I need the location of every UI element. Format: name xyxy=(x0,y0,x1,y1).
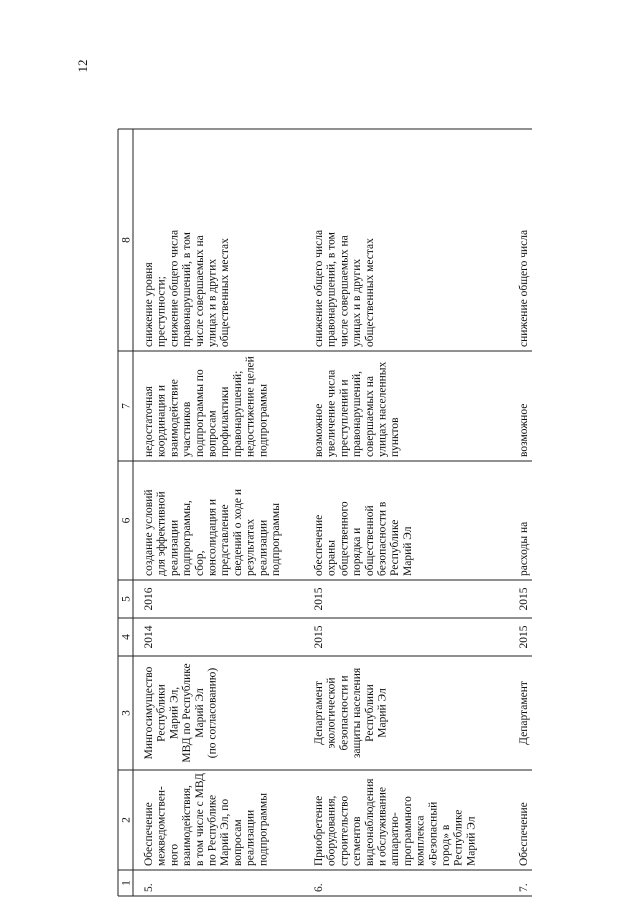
row-number-line: 7. xyxy=(518,883,530,892)
indicator-link-line: снижение общего числа xyxy=(518,229,530,347)
indicator-link-line: правонарушений, в том xyxy=(325,232,338,347)
expected-result-line: подпрограммы xyxy=(270,503,282,576)
responsible-executor-line: Марий Эл xyxy=(193,688,206,738)
non-implementation-consequences-line: вопросам xyxy=(206,410,219,457)
expected-result-line: для эффективной xyxy=(155,491,168,576)
activity-name-line: реализации xyxy=(244,809,257,866)
expected-result-line: общественной xyxy=(363,505,376,576)
non-implementation-consequences-line: увеличение числа xyxy=(325,369,338,457)
activity-name-line: ного xyxy=(168,843,181,866)
column-header-1: 1 xyxy=(120,880,133,886)
expected-result-line: расходы на xyxy=(518,521,530,576)
expected-result-line: Республике xyxy=(389,519,402,576)
activity-name-line: аппаратно- xyxy=(389,812,402,866)
expected-result-line: результатах xyxy=(244,518,257,576)
expected-result-line: сведений о ходе и xyxy=(231,488,244,576)
activity-name-line: и обслуживание xyxy=(376,787,389,866)
start-year-line: 2014 xyxy=(143,625,155,649)
non-implementation-consequences-line: профилактики xyxy=(219,386,232,457)
non-implementation-consequences-line: правонарушений, xyxy=(351,370,364,457)
expected-result-line: представление xyxy=(219,504,232,576)
expected-result-line: реализации xyxy=(257,519,270,576)
non-implementation-consequences-line: координация и xyxy=(155,385,168,457)
activity-name-line: «Безопасный xyxy=(427,801,440,866)
row-number-line: 6. xyxy=(313,883,325,892)
column-header-3: 3 xyxy=(120,710,133,716)
expected-result-line: реализации xyxy=(168,519,181,576)
row-number-line: 5. xyxy=(143,883,155,892)
indicator-link-line: снижение общего числа xyxy=(168,229,181,347)
activity-name-line: сегментов xyxy=(351,816,364,866)
non-implementation-consequences-line: улицах населенных xyxy=(376,361,389,457)
activity-name-line: город» в xyxy=(440,824,452,866)
responsible-executor-line: Республики xyxy=(363,684,376,742)
non-implementation-consequences-line: участников xyxy=(181,401,194,457)
non-implementation-consequences-line: недостижение целей xyxy=(244,356,257,457)
activity-name-line: Марий Эл xyxy=(465,816,478,866)
indicator-link-line: общественных местах xyxy=(363,238,376,347)
expected-result-line: подпрограммы, xyxy=(181,500,194,576)
start-year-line: 2015 xyxy=(313,625,325,649)
responsible-executor-line: Республики xyxy=(155,684,168,742)
non-implementation-consequences-line: совершаемых на xyxy=(363,375,376,457)
expected-result-line: общественного xyxy=(338,501,351,576)
non-implementation-consequences-line: пунктов xyxy=(389,417,402,457)
responsible-executor-line: Мингосимущество xyxy=(143,666,155,760)
responsible-executor-line: Департамент xyxy=(313,681,325,745)
expected-result-line: Марий Эл xyxy=(401,526,414,576)
expected-result-line: сбор, xyxy=(193,550,206,576)
indicator-link-line: улицах и в других xyxy=(206,258,219,347)
non-implementation-consequences-line: недостаточная xyxy=(143,386,155,457)
non-implementation-consequences-line: правонарушений; xyxy=(231,370,244,457)
activity-name-line: комплекса xyxy=(414,815,427,866)
expected-result-line: безопасности в xyxy=(376,501,389,576)
responsible-executor-line: (по согласованию) xyxy=(206,667,219,759)
responsible-executor-line: Департамент xyxy=(518,681,530,745)
indicator-link-line: числе совершаемых на xyxy=(338,235,351,347)
column-header-4: 4 xyxy=(120,634,133,640)
start-year-line: 2015 xyxy=(518,625,530,649)
indicator-link-line: преступности; xyxy=(155,276,168,347)
page-number: 12 xyxy=(75,59,90,73)
non-implementation-consequences-line: преступлений и xyxy=(338,379,351,457)
indicator-link-line: общественных местах xyxy=(219,238,232,347)
end-year-line: 2016 xyxy=(143,587,155,611)
activity-name-line: Обеспечение xyxy=(518,802,530,866)
non-implementation-consequences-line: возможное xyxy=(518,403,530,457)
column-header-2: 2 xyxy=(120,817,133,823)
activity-name-line: видеонаблюдения xyxy=(363,778,376,866)
expected-result-line: создание условий xyxy=(143,489,155,576)
activity-name-line: в том числе с МВД xyxy=(193,773,206,866)
expected-result-line: консолидация и xyxy=(206,498,219,576)
indicator-link-line: снижение уровня xyxy=(143,262,155,347)
activity-name-line: Марий Эл, по xyxy=(219,798,232,866)
responsible-executor-line: защиты населения xyxy=(351,667,364,759)
responsible-executor-line: экологической xyxy=(325,677,338,749)
expected-result-line: порядка и xyxy=(351,527,364,576)
column-header-5: 5 xyxy=(120,596,133,602)
indicator-link-line: снижение общего числа xyxy=(313,229,325,347)
activity-name-line: межведомствен- xyxy=(155,786,168,866)
activity-name-line: вопросам xyxy=(231,819,244,866)
indicator-link-line: числе совершаемых на xyxy=(193,235,206,347)
expected-result-line: охраны xyxy=(325,540,338,576)
indicator-link-line: правонарушений, в том xyxy=(181,232,194,347)
activity-name-line: взаимодействия, xyxy=(181,785,194,866)
non-implementation-consequences-line: взаимодействие xyxy=(168,379,181,457)
column-header-8: 8 xyxy=(120,237,133,243)
activity-name-line: подпрограммы xyxy=(257,793,270,866)
responsible-executor-line: безопасности и xyxy=(338,675,351,751)
non-implementation-consequences-line: подпрограммы по xyxy=(193,369,206,457)
non-implementation-consequences-line: возможное xyxy=(313,403,325,457)
non-implementation-consequences-line: подпрограммы xyxy=(257,384,270,457)
column-header-6: 6 xyxy=(120,517,133,524)
activity-name-line: строительство xyxy=(338,795,351,866)
responsible-executor-line: Марий Эл xyxy=(376,688,389,738)
activity-name-line: Приобретение xyxy=(313,795,325,866)
activity-name-line: Республике xyxy=(452,809,465,866)
responsible-executor-line: МВД по Республике xyxy=(181,663,194,763)
activity-name-line: по Республике xyxy=(206,794,219,866)
indicator-link-line: улицах и в других xyxy=(351,258,364,347)
activity-name-line: программного xyxy=(401,796,414,866)
expected-result-line: обеспечение xyxy=(313,514,325,576)
responsible-executor-line: Марий Эл, xyxy=(168,686,181,740)
column-header-7: 7 xyxy=(120,403,133,409)
activity-name-line: оборудования, xyxy=(325,795,338,866)
end-year-line: 2015 xyxy=(313,587,325,611)
end-year-line: 2015 xyxy=(518,587,530,611)
activity-name-line: Обеспечение xyxy=(143,802,155,866)
